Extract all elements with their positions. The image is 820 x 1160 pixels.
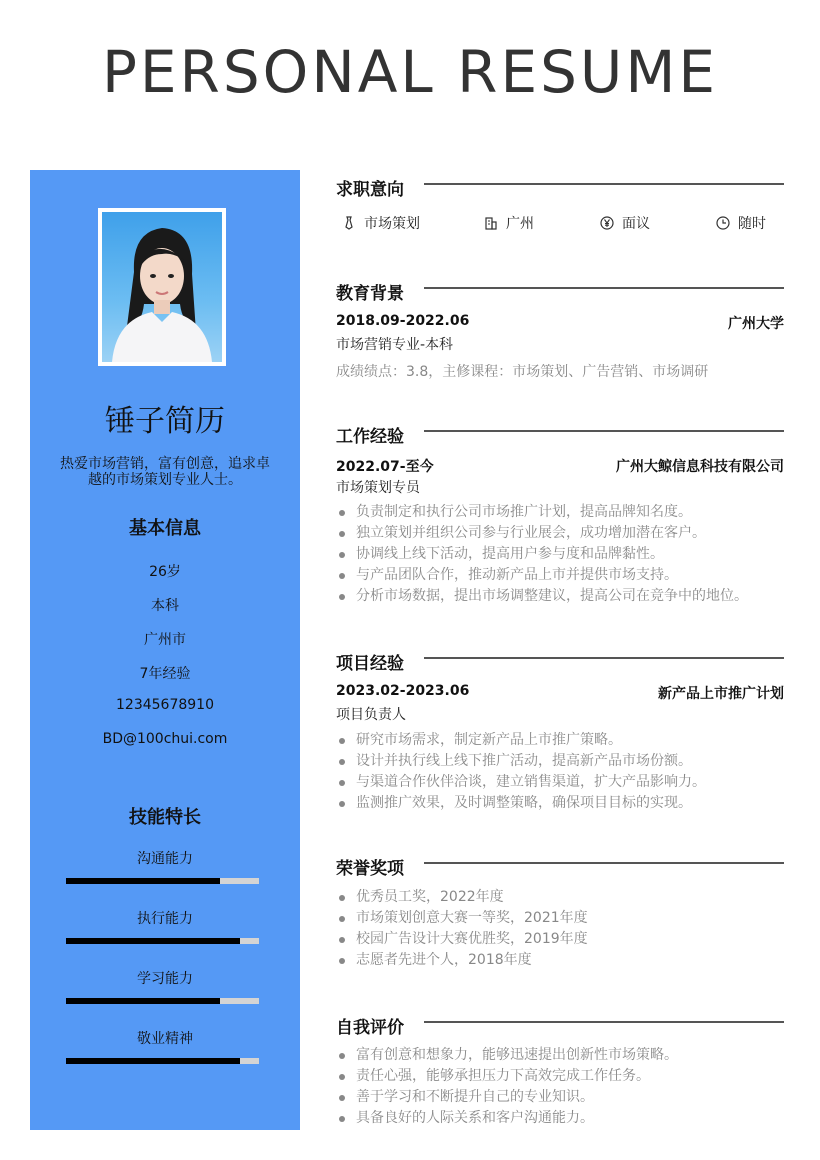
work-company: 广州大鲸信息科技有限公司 (616, 459, 784, 475)
intent-start-text: 随时 (738, 216, 766, 232)
honors-bullets (336, 887, 796, 971)
intent-city (484, 213, 534, 233)
skills-heading: 技能特长 (129, 807, 201, 828)
list-item: 市场策划创意大赛一等奖，2021年度 (336, 908, 796, 929)
section-divider (424, 287, 784, 289)
list-item: 设计并执行线上线下推广活动，提高新产品市场份额。 (336, 751, 796, 772)
list-item: 志愿者先进个人，2018年度 (336, 950, 796, 971)
skill-bar-fill (66, 998, 220, 1004)
list-item: 责任心强，能够承担压力下高效完成工作任务。 (336, 1066, 796, 1087)
resume-name: 锤子简历 (105, 404, 225, 439)
info-degree: 本科 (151, 598, 179, 614)
skill-label: 执行能力 (137, 911, 193, 927)
page-title: PERSONAL RESUME (101, 38, 719, 106)
section-title-project: 项目经验 (336, 654, 404, 674)
skill-label: 学习能力 (137, 971, 193, 987)
skill-bar (66, 1058, 259, 1064)
section-divider (424, 862, 784, 864)
education-detail: 成绩绩点：3.8，主修课程：市场策划、广告营销、市场调研 (336, 364, 709, 380)
list-item: 校园广告设计大赛优胜奖，2019年度 (336, 929, 796, 950)
profile-photo (98, 208, 226, 366)
skill-bar (66, 938, 259, 944)
section-title-education: 教育背景 (336, 284, 404, 304)
skill-label: 沟通能力 (137, 851, 193, 867)
basic-info-heading: 基本信息 (129, 518, 201, 539)
tie-icon (342, 216, 356, 230)
project-date: 2023.02-2023.06 (336, 683, 470, 699)
list-item: 富有创意和想象力，能够迅速提出创新性市场策略。 (336, 1045, 796, 1066)
section-title-self: 自我评价 (336, 1018, 404, 1038)
section-divider (424, 430, 784, 432)
intent-position-text: 市场策划 (364, 216, 420, 232)
section-divider (424, 1021, 784, 1023)
skill-bar-fill (66, 1058, 240, 1064)
list-item: 与产品团队合作，推动新产品上市并提供市场支持。 (336, 565, 796, 586)
project-bullets (336, 730, 796, 814)
intent-start (716, 213, 766, 233)
intro-text: 热爱市场营销，富有创意，追求卓越的市场策划专业人士。 (60, 456, 270, 488)
section-divider (424, 657, 784, 659)
work-role: 市场策划专员 (336, 480, 420, 496)
section-title-work: 工作经验 (336, 427, 404, 447)
sidebar (30, 170, 300, 1130)
list-item: 分析市场数据，提出市场调整建议，提高公司在竞争中的地位。 (336, 586, 796, 607)
yen-icon (600, 216, 614, 230)
skill-bar (66, 878, 259, 884)
building-icon (484, 216, 498, 230)
list-item: 负责制定和执行公司市场推广计划，提高品牌知名度。 (336, 502, 796, 523)
intent-salary (600, 213, 650, 233)
info-city: 广州市 (144, 632, 186, 648)
section-title-intent: 求职意向 (336, 180, 404, 200)
skill-bar (66, 998, 259, 1004)
education-major: 市场营销专业-本科 (336, 337, 454, 353)
clock-icon (716, 216, 730, 230)
work-bullets (336, 502, 796, 607)
work-date: 2022.07-至今 (336, 459, 434, 475)
portrait-image (102, 212, 222, 362)
section-divider (424, 183, 784, 185)
skill-bar-fill (66, 938, 240, 944)
info-phone: 12345678910 (116, 697, 214, 713)
skill-bar-fill (66, 878, 220, 884)
project-name: 新产品上市推广计划 (658, 686, 784, 702)
intent-city-text: 广州 (506, 216, 534, 232)
project-role: 项目负责人 (336, 707, 406, 723)
list-item: 善于学习和不断提升自己的专业知识。 (336, 1087, 796, 1108)
education-date: 2018.09-2022.06 (336, 313, 470, 329)
list-item: 具备良好的人际关系和客户沟通能力。 (336, 1108, 796, 1129)
education-school: 广州大学 (728, 316, 784, 332)
intent-position (342, 213, 420, 233)
section-title-honors: 荣誉奖项 (336, 859, 404, 879)
skill-label: 敬业精神 (137, 1031, 193, 1047)
list-item: 监测推广效果，及时调整策略，确保项目目标的实现。 (336, 793, 796, 814)
list-item: 与渠道合作伙伴洽谈，建立销售渠道，扩大产品影响力。 (336, 772, 796, 793)
list-item: 独立策划并组织公司参与行业展会，成功增加潜在客户。 (336, 523, 796, 544)
self-bullets (336, 1045, 796, 1129)
list-item: 优秀员工奖，2022年度 (336, 887, 796, 908)
info-experience: 7年经验 (139, 666, 191, 682)
info-email: BD@100chui.com (102, 731, 228, 747)
info-age: 26岁 (149, 564, 181, 580)
list-item: 协调线上线下活动，提高用户参与度和品牌黏性。 (336, 544, 796, 565)
list-item: 研究市场需求，制定新产品上市推广策略。 (336, 730, 796, 751)
intent-salary-text: 面议 (622, 216, 650, 232)
